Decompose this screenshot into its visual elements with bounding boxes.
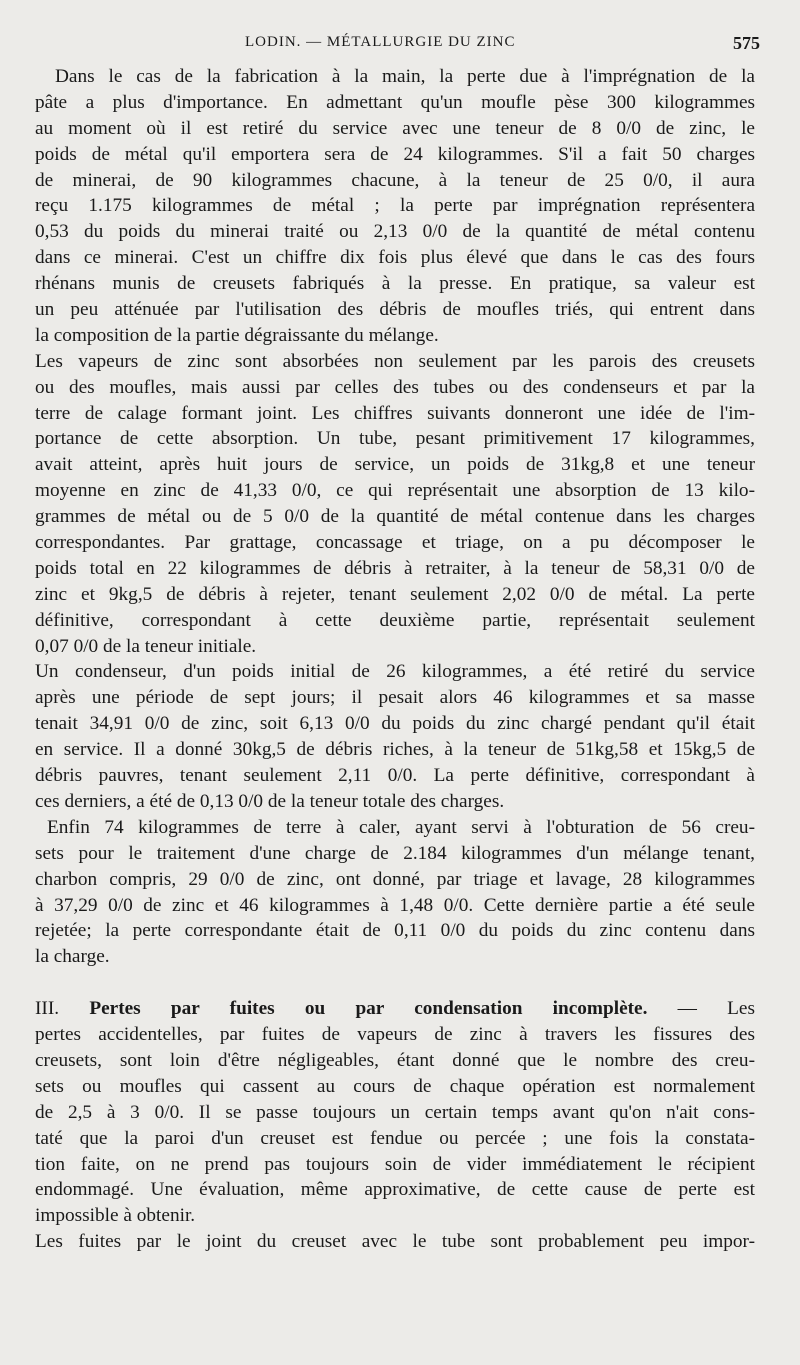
text-line: grammes de métal ou de 5 0/0 de la quantité de métal contenue dans les charges [35, 506, 755, 528]
text-line: débris pauvres, tenant seulement 2,11 0/0. La perte définitive, correspondant à [35, 765, 755, 787]
text-line: Les fuites par le joint du creuset avec le tube sont probablement peu impor- [35, 1231, 755, 1253]
text-line: un peu atténuée par l'utilisation des débris de moufles triés, qui entrent dans [35, 299, 755, 321]
section-heading-line [35, 996, 755, 1022]
section-text [35, 1022, 755, 1255]
text-line: portance de cette absorption. Un tube, pesant primitivement 17 kilogrammes, [35, 428, 755, 450]
running-title: LODIN. — MÉTALLURGIE DU ZINC [245, 34, 516, 50]
text-line: pertes accidentelles, par fuites de vapeurs de zinc à travers les fissures des [35, 1024, 755, 1046]
text-line: rhénans munis de creusets fabriqués à la presse. En pratique, sa valeur est [35, 273, 755, 295]
text-line: dans ce minerai. C'est un chiffre dix fois plus élevé que dans le cas des fours [35, 247, 755, 269]
text-line: zinc et 9kg,5 de débris à rejeter, tenant seulement 2,02 0/0 de métal. La perte [35, 583, 755, 605]
text-line: charbon compris, 29 0/0 de zinc, ont donné, par triage et lavage, 28 kilogrammes [35, 868, 755, 890]
text-line: Les vapeurs de zinc sont absorbées non seulement par les parois des creusets [35, 350, 755, 372]
text-line: ou des moufles, mais aussi par celles des tubes ou des condenseurs et par la [35, 376, 755, 398]
text-line: à 37,29 0/0 de zinc et 46 kilogrammes à 1,48 0/0. Cette dernière partie a été seule [35, 894, 755, 916]
text-line: correspondantes. Par grattage, concassage et triage, on a pu décomposer le [35, 532, 755, 554]
section-title: Pertes par fuites ou par condensation incomplète. [89, 998, 648, 1020]
text-line: endommagé. Une évaluation, même approximative, de cette cause de perte est [35, 1179, 755, 1201]
text-line: après une période de sept jours; il pesait alors 46 kilogrammes et sa masse [35, 687, 755, 709]
section-number: III. [35, 998, 60, 1020]
text-line: reçu 1.175 kilogrammes de métal ; la perte par imprégnation représentera [35, 195, 755, 217]
section-heading-tail: — Les [677, 998, 755, 1020]
text-line: rejetée; la perte correspondante était de 0,11 0/0 du poids du zinc contenu dans [35, 920, 755, 942]
text-line: Un condenseur, d'un poids initial de 26 kilogrammes, a été retiré du service [35, 661, 755, 683]
text-line: Dans le cas de la fabrication à la main, la perte due à l'imprégnation de la [55, 66, 755, 87]
text-line: moyenne en zinc de 41,33 0/0, ce qui représentait une absorption de 13 kilo- [35, 480, 755, 502]
text-line: ces derniers, a été de 0,13 0/0 de la teneur totale des charges. [35, 790, 505, 812]
text-line: de minerai, de 90 kilogrammes chacune, à la teneur de 25 0/0, il aura [35, 169, 755, 191]
text-line: tion faite, on ne prend pas toujours soin de vider immédiatement le récipient [35, 1153, 755, 1175]
body-text [35, 64, 755, 970]
text-line: 0,53 du poids du minerai traité ou 2,13 0/0 de la quantité de métal contenu [35, 221, 755, 243]
text-line: taté que la paroi d'un creuset est fendue ou percée ; une fois la constata- [35, 1127, 755, 1149]
text-line: la charge. [35, 946, 110, 968]
page-body [35, 64, 755, 1255]
text-line: définitive, correspondant à cette deuxième partie, représentait seulement [35, 609, 755, 631]
text-line: de 2,5 à 3 0/0. Il se passe toujours un certain temps avant qu'on n'ait cons- [35, 1101, 755, 1123]
text-line: la composition de la partie dégraissante du mélange. [35, 324, 439, 346]
text-line: sets ou moufles qui cassent au cours de chaque opération est normalement [35, 1075, 755, 1097]
section-spacer [35, 970, 755, 996]
page-number: 575 [733, 33, 760, 53]
text-line: au moment où il est retiré du service avec une teneur de 8 0/0 de zinc, le [35, 117, 755, 139]
page-header [0, 34, 800, 58]
text-line: Enfin 74 kilogrammes de terre à caler, ayant servi à l'obturation de 56 creu- [47, 816, 755, 838]
text-line: impossible à obtenir. [35, 1205, 196, 1227]
text-line: avait atteint, après huit jours de service, un poids de 31kg,8 et une teneur [35, 454, 755, 476]
text-line: 0,07 0/0 de la teneur initiale. [35, 635, 257, 657]
text-line: poids de métal qu'il emportera sera de 24 kilogrammes. S'il a fait 50 charges [35, 143, 755, 165]
text-line: creusets, sont loin d'être négligeables, étant donné que le nombre des creu- [35, 1049, 755, 1071]
text-line: poids total en 22 kilogrammes de débris à retraiter, à la teneur de 58,31 0/0 de [35, 557, 755, 579]
text-line: sets pour le traitement d'une charge de 2.184 kilogrammes d'un mélange tenant, [35, 842, 755, 864]
text-line: pâte a plus d'importance. En admettant qu'un moufle pèse 300 kilogrammes [35, 91, 755, 113]
text-line: tenait 34,91 0/0 de zinc, soit 6,13 0/0 du poids du zinc chargé pendant qu'il était [35, 713, 755, 735]
section-iii [35, 996, 755, 1255]
text-line: en service. Il a donné 30kg,5 de débris riches, à la teneur de 51kg,58 et 15kg,5 de [35, 739, 755, 761]
text-line: terre de calage formant joint. Les chiffres suivants donneront une idée de l'im- [35, 402, 755, 424]
